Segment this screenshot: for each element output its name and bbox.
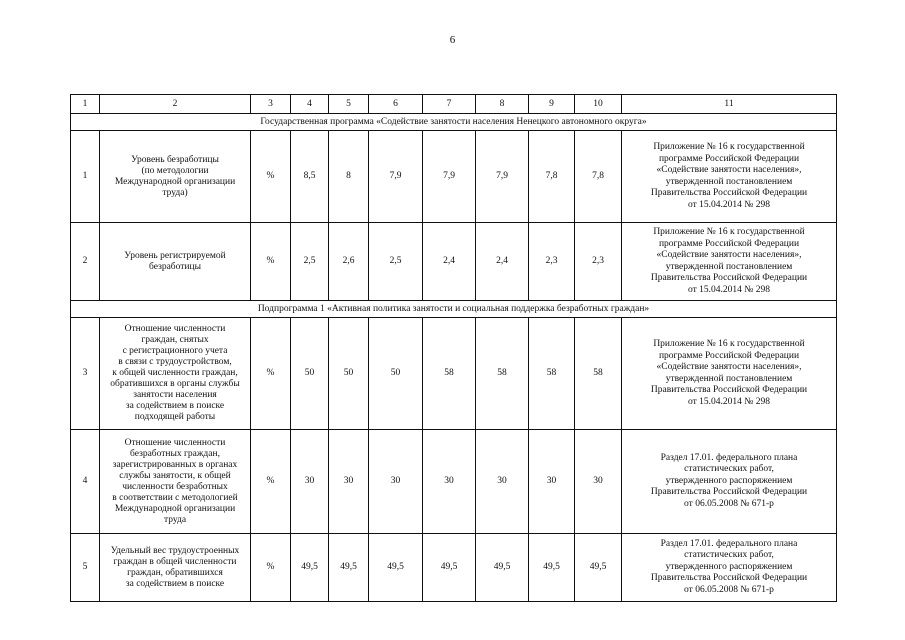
name-line: зарегистрированных в органах <box>112 459 238 470</box>
source-line: Раздел 17.01. федерального плана <box>660 452 798 463</box>
source-line: от 06.05.2008 № 671-р <box>684 584 774 595</box>
source-line: программе Российской Федерации <box>658 153 800 164</box>
value-cell: 30 <box>291 430 329 534</box>
value-cell: 49,5 <box>291 534 329 602</box>
value-cell: 2,3 <box>575 223 622 301</box>
row-number: 5 <box>71 534 100 602</box>
source-line: «Содействие занятости населения», <box>656 362 802 372</box>
page-number: 6 <box>449 34 456 46</box>
name-line: безработицы <box>149 261 201 272</box>
name-line: с регистрационного учета <box>122 346 228 356</box>
value-cell: 30 <box>369 430 423 534</box>
value-cell: 7,9 <box>476 131 529 223</box>
value-cell: 2,4 <box>423 223 476 301</box>
source-line: от 15.04.2014 № 298 <box>688 396 770 407</box>
name-line: граждан, обратившихся <box>127 567 223 578</box>
column-number: 1 <box>71 95 100 114</box>
column-number-row <box>71 95 837 114</box>
source-line: статистических работ, <box>684 550 774 561</box>
value-cell: 2,3 <box>529 223 575 301</box>
source-cell <box>622 131 837 223</box>
source-line: Приложение № 16 к государственной <box>653 339 805 349</box>
value-cell: 49,5 <box>476 534 529 602</box>
value-cell: 30 <box>476 430 529 534</box>
indicator-name <box>100 430 251 534</box>
table-row <box>71 223 837 301</box>
name-line: труда) <box>162 187 188 198</box>
column-number: 5 <box>329 95 369 114</box>
column-number: 7 <box>423 95 476 114</box>
source-line: утвержденной постановлением <box>665 176 793 187</box>
name-line: (по методологии <box>141 165 209 176</box>
value-cell: 58 <box>423 318 476 430</box>
value-cell: 58 <box>476 318 529 430</box>
value-cell: 49,5 <box>575 534 622 602</box>
source-line: Приложение № 16 к государственной <box>653 227 805 237</box>
row-number: 2 <box>71 223 100 301</box>
source-line: Правительства Российской Федерации <box>650 487 808 498</box>
source-line: программе Российской Федерации <box>658 350 800 361</box>
indicator-name <box>100 131 251 223</box>
name-line: к общей численности граждан, <box>112 368 238 378</box>
name-line: Международной организации <box>114 503 236 514</box>
value-cell: 2,5 <box>369 223 423 301</box>
column-number: 10 <box>575 95 622 114</box>
table-row <box>71 131 837 223</box>
name-line: службы занятости, к общей <box>119 470 231 481</box>
source-line: «Содействие занятости населения», <box>656 250 802 260</box>
name-line: в соответствии с методологией <box>112 492 238 503</box>
source-line: Правительства Российской Федерации <box>650 188 808 198</box>
column-number: 8 <box>476 95 529 114</box>
value-cell: 30 <box>529 430 575 534</box>
section-row <box>71 301 837 318</box>
table-row <box>71 318 837 430</box>
source-line: Правительства Российской Федерации <box>650 573 808 584</box>
unit-cell: % <box>251 534 291 602</box>
value-cell: 8 <box>329 131 369 223</box>
name-line: Отношение численности <box>124 324 226 334</box>
value-cell: 2,5 <box>291 223 329 301</box>
column-number: 4 <box>291 95 329 114</box>
value-cell: 7,9 <box>369 131 423 223</box>
column-number: 9 <box>529 95 575 114</box>
section-title: Подпрограмма 1 «Активная политика занятости и социальная поддержка безработных граждан» <box>71 301 837 318</box>
table-row <box>71 430 837 534</box>
value-cell: 30 <box>575 430 622 534</box>
indicator-name <box>100 223 251 301</box>
value-cell: 50 <box>291 318 329 430</box>
value-cell: 49,5 <box>423 534 476 602</box>
name-line: занятости населения <box>133 390 217 400</box>
name-line: Отношение численности <box>124 437 226 448</box>
source-line: Раздел 17.01. федерального плана <box>660 538 798 549</box>
table-row <box>71 534 837 602</box>
name-line: граждан в общей численности <box>113 556 237 567</box>
section-title: Государственная программа «Содействие занятости населения Ненецкого автономного округа» <box>71 114 837 131</box>
name-line: обратившихся в органы службы <box>110 379 240 389</box>
indicator-name <box>100 318 251 430</box>
source-line: от 06.05.2008 № 671-р <box>684 498 774 509</box>
value-cell: 49,5 <box>369 534 423 602</box>
value-cell: 49,5 <box>529 534 575 602</box>
source-cell <box>622 430 837 534</box>
source-line: утвержденной постановлением <box>665 373 793 384</box>
source-cell <box>622 223 837 301</box>
source-line: Правительства Российской Федерации <box>650 385 808 395</box>
unit-cell: % <box>251 318 291 430</box>
value-cell: 50 <box>369 318 423 430</box>
name-line: за содействием в поиске <box>125 578 225 589</box>
value-cell: 2,4 <box>476 223 529 301</box>
value-cell: 49,5 <box>329 534 369 602</box>
value-cell: 30 <box>329 430 369 534</box>
name-line: Удельный вес трудоустроенных <box>110 545 240 556</box>
name-line: численности безработных <box>122 481 228 492</box>
indicators-table <box>70 94 837 602</box>
source-line: Приложение № 16 к государственной <box>653 142 805 152</box>
row-number: 1 <box>71 131 100 223</box>
source-line: утвержденной постановлением <box>665 261 793 272</box>
source-line: утвержденного распоряжением <box>665 561 793 572</box>
value-cell: 7,8 <box>529 131 575 223</box>
row-number: 4 <box>71 430 100 534</box>
source-cell <box>622 318 837 430</box>
value-cell: 58 <box>529 318 575 430</box>
name-line: за содействием в поиске <box>125 401 225 411</box>
indicator-name <box>100 534 251 602</box>
name-line: подходящей работы <box>134 412 216 422</box>
value-cell: 7,8 <box>575 131 622 223</box>
unit-cell: % <box>251 430 291 534</box>
column-number: 6 <box>369 95 423 114</box>
section-row <box>71 114 837 131</box>
unit-cell: % <box>251 131 291 223</box>
name-line: в связи с трудоустройством, <box>118 357 232 367</box>
value-cell: 2,6 <box>329 223 369 301</box>
source-line: от 15.04.2014 № 298 <box>688 199 770 210</box>
value-cell: 8,5 <box>291 131 329 223</box>
source-line: утвержденного распоряжением <box>665 475 793 486</box>
name-line: Международной организации <box>114 176 236 187</box>
source-line: статистических работ, <box>684 464 774 475</box>
value-cell: 7,9 <box>423 131 476 223</box>
column-number: 11 <box>622 95 837 114</box>
name-line: Уровень регистрируемой <box>124 250 226 261</box>
source-line: программе Российской Федерации <box>658 238 800 249</box>
value-cell: 30 <box>423 430 476 534</box>
name-line: Уровень безработицы <box>131 154 219 165</box>
name-line: труда <box>163 514 187 525</box>
column-number: 2 <box>100 95 251 114</box>
name-line: граждан, снятых <box>141 335 209 345</box>
unit-cell: % <box>251 223 291 301</box>
source-line: от 15.04.2014 № 298 <box>688 284 770 295</box>
value-cell: 58 <box>575 318 622 430</box>
value-cell: 50 <box>329 318 369 430</box>
row-number: 3 <box>71 318 100 430</box>
source-line: «Содействие занятости населения», <box>656 165 802 175</box>
source-line: Правительства Российской Федерации <box>650 273 808 283</box>
column-number: 3 <box>251 95 291 114</box>
name-line: безработных граждан, <box>130 448 220 459</box>
source-cell <box>622 534 837 602</box>
